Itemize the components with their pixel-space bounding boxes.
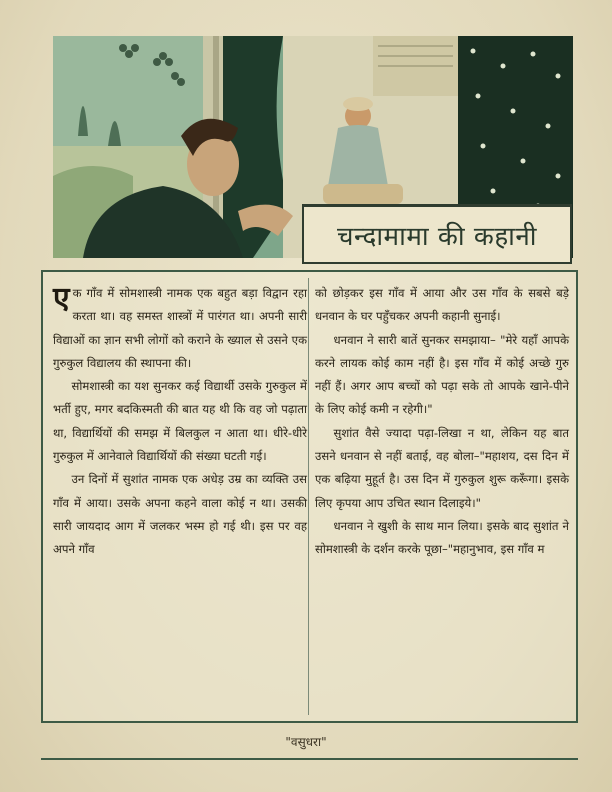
paragraph: धनवान ने सारी बातें सुनकर समझाया– "मेरे यहाँ आपके करने लायक कोई काम नहीं है। इस गाँव में कोई अच्छे गुरु नहीं हैं। अगर आप बच्चों को पढ़ा सके तो आपके खाने-पीने के लिए कोई कमी न रहेगी।": [315, 332, 569, 417]
paragraph: उन दिनों में सुशांत नामक एक अधेड़ उम्र का व्यक्ति उस गाँव में आया। उसके अपना कहने वाला कोई न था। उसकी सारी जायदाद आग में जलकर भस्म हो गई थी। इस पर वह अपने गाँव: [53, 472, 307, 557]
footer-caption: "वसुधरा": [285, 735, 327, 749]
paragraph: सोमशास्त्री का यश सुनकर कई विद्यार्थी उसके गुरुकुल में भर्ती हुए, मगर बदकिस्मती की बात यह थी कि वह जो पढ़ाता था, विद्यार्थियों की समझ में बिलकुल न आता था। धीरे-धीरे गुरुकुल में आनेवाले विद्यार्थियों की संख्या घटती गई।: [53, 379, 307, 464]
story-title-plate: [302, 204, 572, 264]
paragraph: [53, 282, 307, 375]
paragraph: को छोड़कर इस गाँव में आया और उस गाँव के सबसे बड़े धनवान के घर पहुँचकर अपनी कहानी सुनाई।: [315, 286, 569, 324]
left-column: [53, 282, 307, 562]
footer-rule: [41, 758, 578, 760]
article-frame: [41, 270, 578, 723]
drop-cap: ए: [53, 281, 70, 316]
paragraph: धनवान ने खुशी के साथ मान लिया। इसके बाद सुशांत ने सोमशास्त्री के दर्शन करके पूछा–"महानुभाव, इस गाँव म: [315, 518, 569, 557]
paragraph: सुशांत वैसे ज्यादा पढ़ा-लिखा न था, लेकिन यह बात उसने धनवान से नहीं बताई, वह बोला–"महाशय, दस दिन में एक बढ़िया मुहूर्त है। उस दिन में गुरुकुल शुरू करूँगा। इसके लिए कृपया आप उचित स्थान दिलाइये।": [315, 425, 569, 510]
paragraph-text: क गाँव में सोमशास्त्री नामक एक बहुत बड़ा विद्वान रहा करता था। वह समस्त शास्त्रों में पारंगत था। अपनी सारी विद्याओं का ज्ञान सभी लोगों को कराने के ख्याल से उसने एक गुरुकुल विद्यालय की स्थापना की।: [53, 286, 307, 370]
column-divider: [308, 278, 309, 715]
right-column: [315, 282, 569, 562]
story-title: चन्दामामा की कहानी: [336, 221, 538, 252]
